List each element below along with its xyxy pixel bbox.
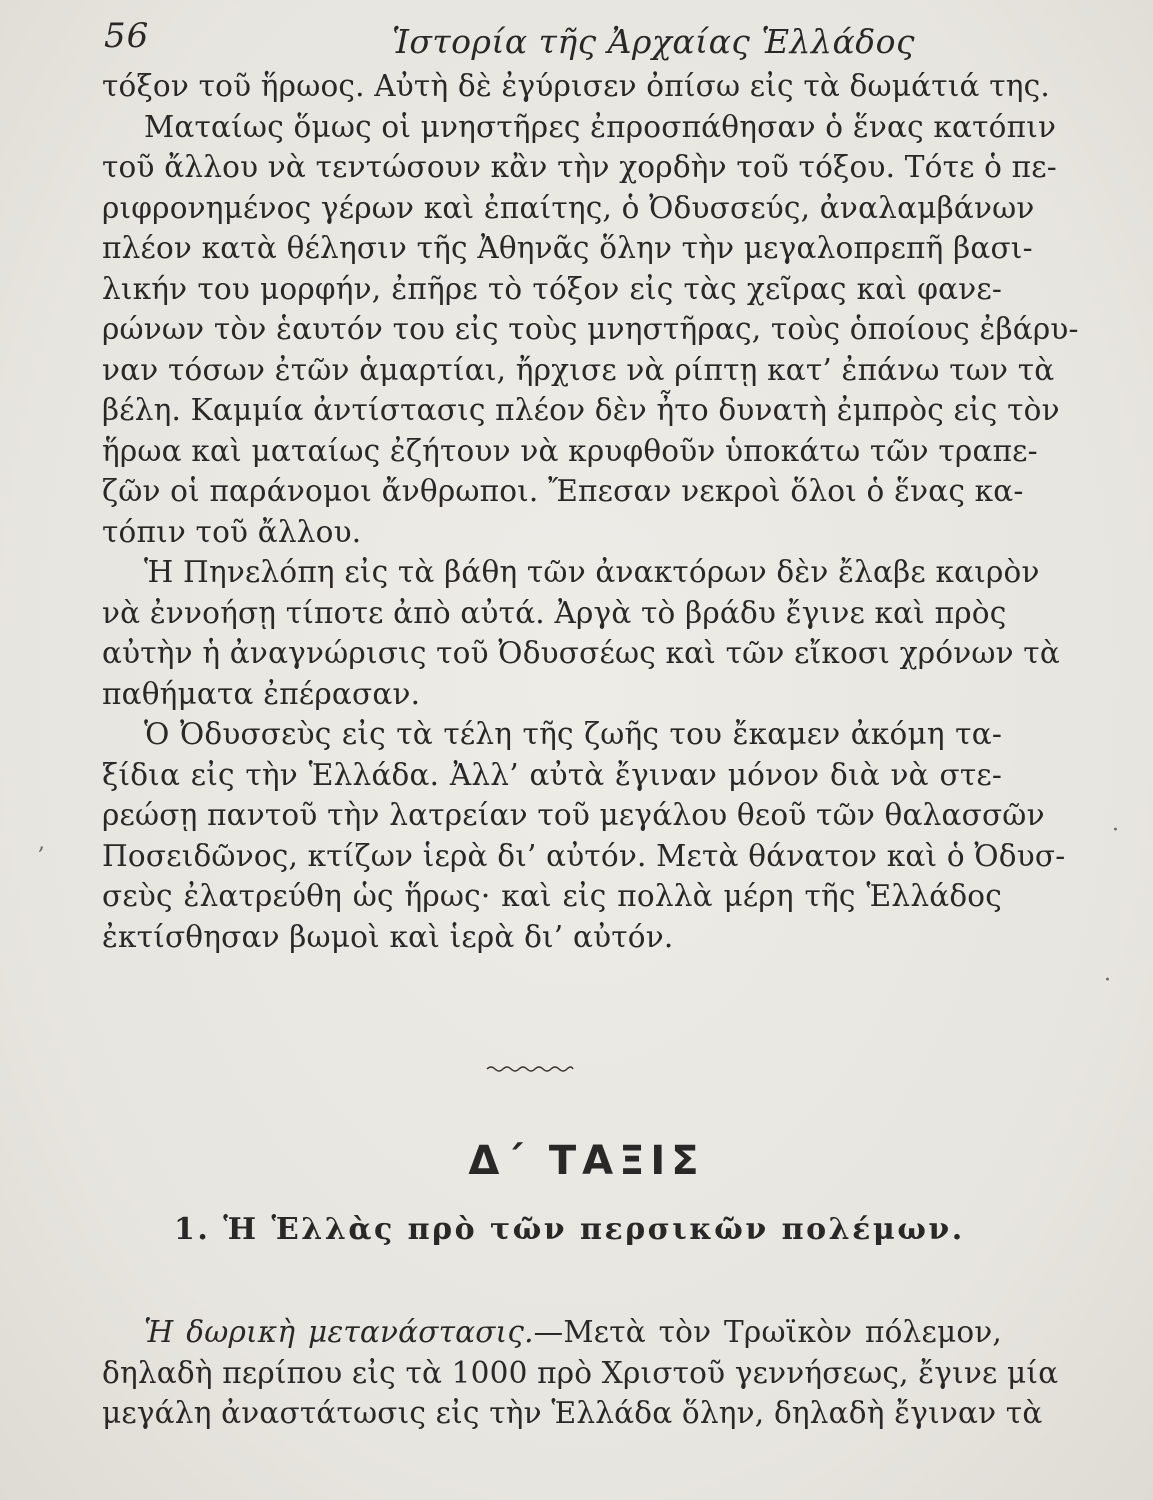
text-line: Ματαίως ὅμως οἱ μνηστῆρες ἐπροσπάθησαν ὁ ἕνας κατόπιν [144, 109, 1057, 144]
text-line: αὐτὴν ἡ ἀναγνώρισις τοῦ Ὀδυσσέως καὶ τῶν εἴκοσι χρόνων τὰ [102, 636, 1060, 670]
text-line: παθήματα ἐπέρασαν. [102, 676, 421, 711]
margin-comma-mark: , [38, 830, 45, 855]
text-line: δηλαδὴ περίπου εἰς τὰ 1000 πρὸ Χριστοῦ γεννήσεως, ἔγινε μία [102, 1355, 1059, 1390]
running-title: Ἱστορία τῆς Ἀρχαίας Ἑλλάδος [392, 22, 915, 61]
text-line: ξίδια εἰς τὴν Ἑλλάδα. Ἀλλ’ αὐτὰ ἔγιναν μόνον διὰ νὰ στε- [102, 757, 1002, 792]
text-line: ζῶν οἱ παράνομοι ἄνθρωποι. Ἔπεσαν νεκροὶ ὅλοι ὁ ἕνας κα- [102, 474, 1024, 508]
text-line: νὰ ἐννοήσῃ τίποτε ἀπὸ αὐτά. Ἀργὰ τὸ βράδυ ἔγινε καὶ πρὸς [102, 595, 1007, 630]
run-in-title: Ἡ δωρικὴ μετανάστασις. [144, 1315, 534, 1349]
page-number: 56 [104, 16, 150, 56]
text-line: μεγάλη ἀναστάτωσις εἰς τὴν Ἑλλάδα ὅλην, δηλαδὴ ἔγιναν τὰ [102, 1396, 1043, 1430]
margin-dot-mark: · [1112, 818, 1119, 843]
text-line: Ποσειδῶνος, κτίζων ἱερὰ δι’ αὐτόν. Μετὰ θάνατον καὶ ὁ Ὀδυσ- [102, 838, 1066, 873]
text-line: Ἡ Πηνελόπη εἰς τὰ βάθη τῶν ἀνακτόρων δὲν ἔλαβε καιρὸν [144, 555, 1040, 589]
text-line: τοῦ ἄλλου νὰ τεντώσουν κἂν τὴν χορδὴν τοῦ τόξου. Τότε ὁ πε- [102, 150, 1057, 184]
text-line: ρώνων τὸν ἑαυτόν του εἰς τοὺς μνηστῆρας, τοὺς ὁποίους ἐβάρυ- [102, 312, 1079, 346]
text-line: ναν τόσων ἐτῶν ἁμαρτίαι, ἤρχισε νὰ ρίπτῃ κατ’ ἐπάνω των τὰ [102, 352, 1055, 387]
text-line: ρεώσῃ παντοῦ τὴν λατρείαν τοῦ μεγάλου θεοῦ τῶν θαλασσῶν [102, 798, 1045, 832]
text-line: βέλη. Καμμία ἀντίστασις πλέον δὲν ἦτο δυνατὴ ἐμπρὸς εἰς τὸν [102, 393, 1060, 427]
chapter-subheading: 1. Ἡ Ἑλλὰς πρὸ τῶν περσικῶν πολέμων. [174, 1212, 965, 1247]
text-line: ριφρονημένος γέρων καὶ ἐπαίτης, ὁ Ὀδυσσεύς, ἀναλαμβάνων [102, 190, 1035, 225]
text-line: λικήν του μορφήν, ἐπῆρε τὸ τόξον εἰς τὰς χεῖρας καὶ φανε- [102, 271, 1002, 306]
ornament-divider-icon [485, 1064, 575, 1074]
text-line: σεὺς ἐλατρεύθη ὡς ἥρως· καὶ εἰς πολλὰ μέρη τῆς Ἑλλάδος [102, 879, 1002, 913]
line-continuation: —Μετὰ τὸν Τρωϊκὸν πόλεμον, [533, 1315, 1002, 1349]
margin-dot-mark: · [1104, 968, 1111, 993]
text-line [102, 1312, 1002, 1353]
text-line: ἥρωα καὶ ματαίως ἐζήτουν νὰ κρυφθοῦν ὑποκάτω τῶν τραπε- [102, 433, 1038, 468]
text-line: πλέον κατὰ θέλησιν τῆς Ἀθηνᾶς ὅλην τὴν μεγαλοπρεπῆ βασι- [102, 231, 1033, 265]
page-header [72, 8, 1063, 68]
text-line: Ὁ Ὀδυσσεὺς εἰς τὰ τέλη τῆς ζωῆς του ἔκαμεν ἀκόμη τα- [144, 717, 1002, 751]
body-text [102, 66, 1079, 957]
text-line: τόπιν τοῦ ἄλλου. [102, 514, 362, 549]
final-paragraph [102, 1312, 1059, 1434]
text-line: τόξον τοῦ ἥρωος. Αὐτὴ δὲ ἐγύρισεν ὀπίσω εἰς τὰ δωμάτιά της. [102, 69, 1050, 103]
section-heading: Δ΄ ΤΑΞΙΣ [468, 1138, 705, 1184]
text-line: ἐκτίσθησαν βωμοὶ καὶ ἱερὰ δι’ αὐτόν. [102, 919, 674, 954]
